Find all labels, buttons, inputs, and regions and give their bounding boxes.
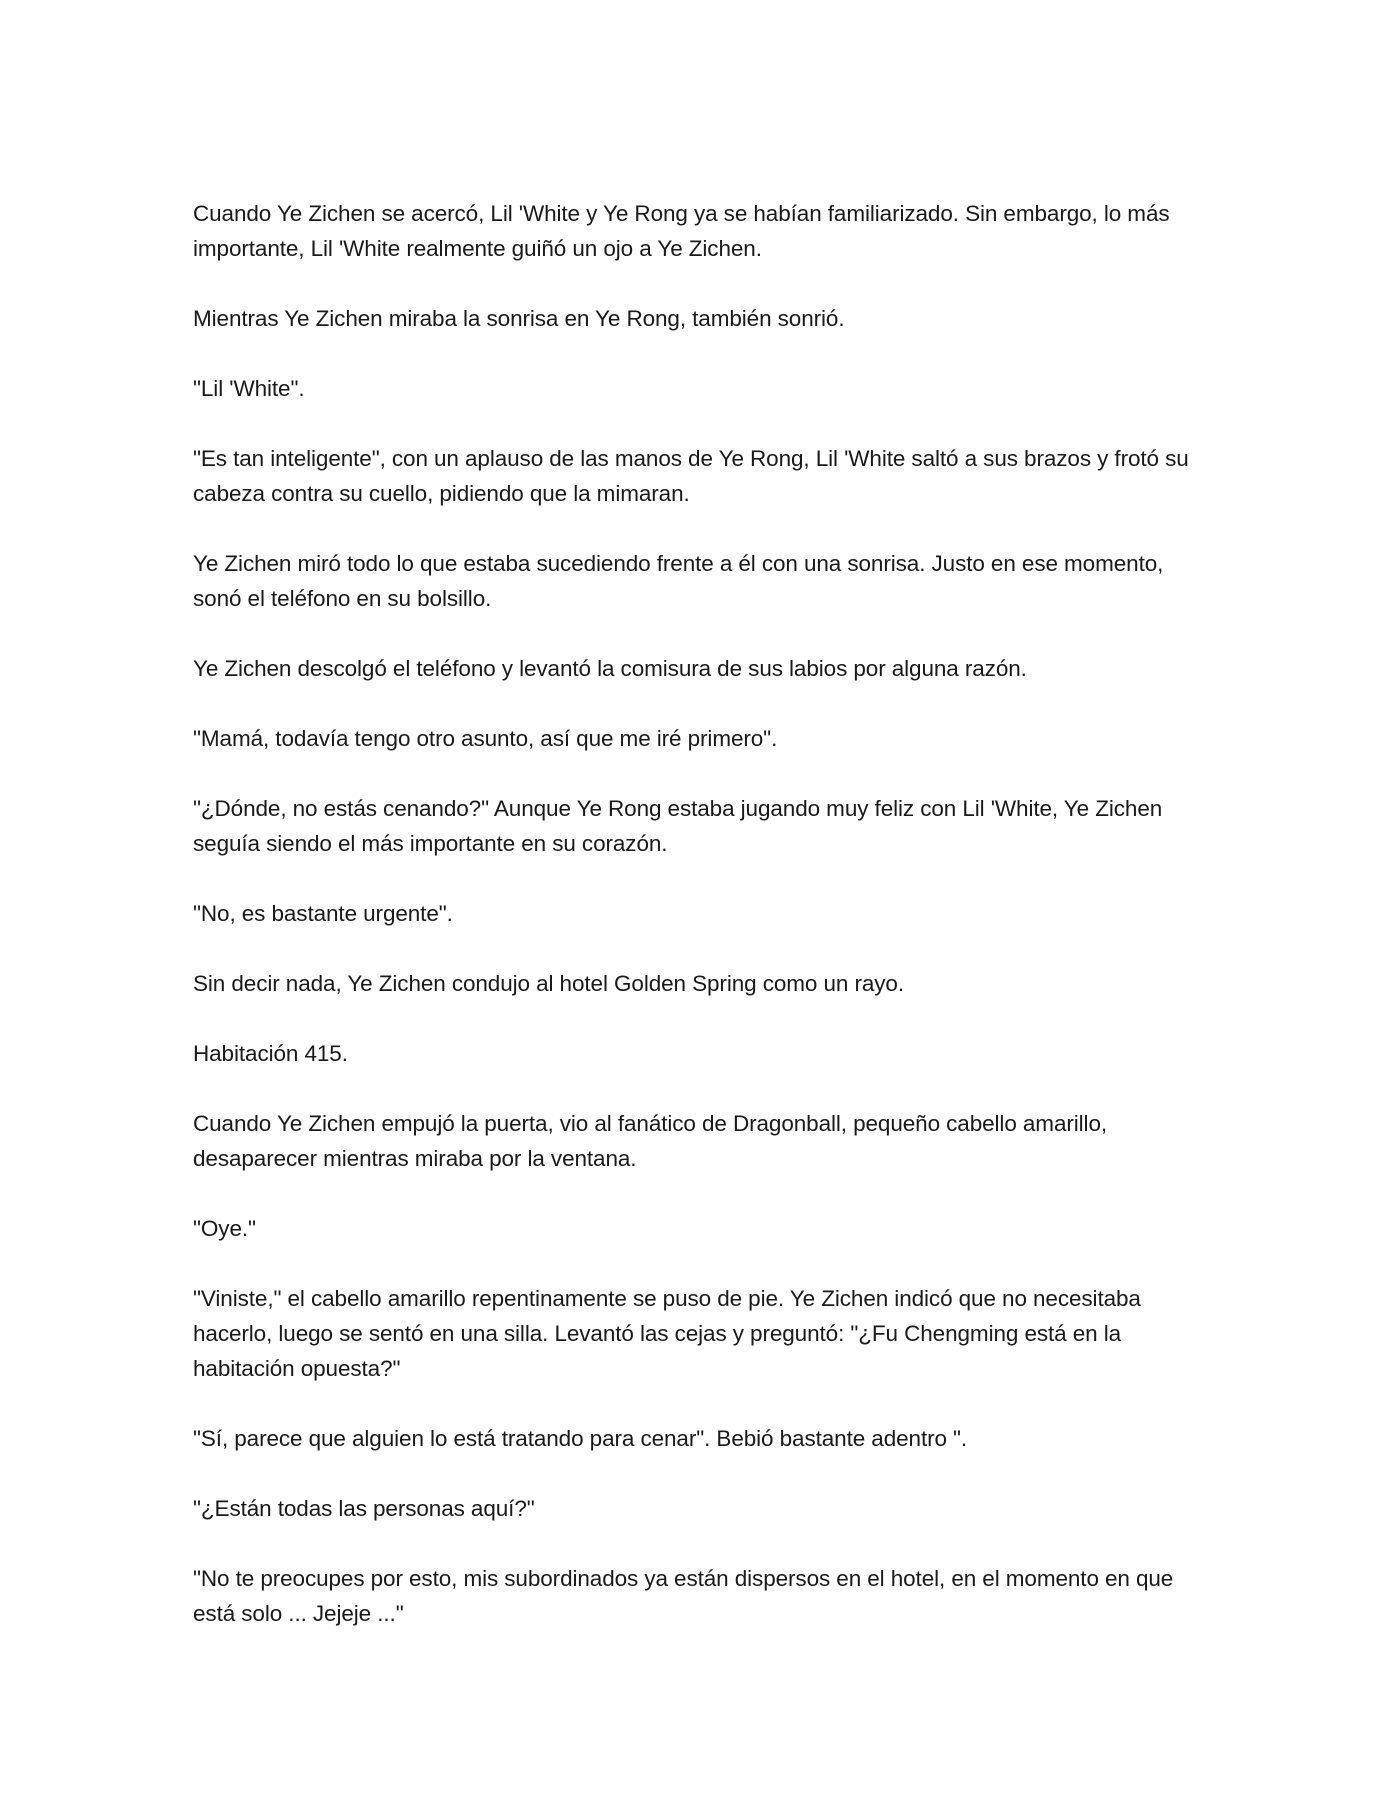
paragraph-10: Sin decir nada, Ye Zichen condujo al hotel Golden Spring como un rayo. (193, 971, 904, 996)
paragraph-3: "Lil 'White". (193, 376, 305, 401)
paragraph-12: Cuando Ye Zichen empujó la puerta, vio al fanático de Dragonball, pequeño cabello amarillo, desaparecer mientras miraba por la ventana. (193, 1111, 1108, 1171)
paragraph-13: "Oye." (193, 1216, 256, 1241)
paragraph-8: "¿Dónde, no estás cenando?" Aunque Ye Rong estaba jugando muy feliz con Lil 'White, Ye Zichen seguía siendo el más importante en su corazón. (193, 796, 1163, 856)
paragraph-6: Ye Zichen descolgó el teléfono y levantó la comisura de sus labios por alguna razón. (193, 656, 1027, 681)
document-body (193, 196, 1208, 1666)
paragraph-15: "Sí, parece que alguien lo está tratando para cenar". Bebió bastante adentro ". (193, 1426, 968, 1451)
paragraph-9: "No, es bastante urgente". (193, 901, 453, 926)
paragraph-4: "Es tan inteligente", con un aplauso de las manos de Ye Rong, Lil 'White saltó a sus brazos y frotó su cabeza contra su cuello, pidiendo que la mimaran. (193, 446, 1189, 506)
paragraph-2: Mientras Ye Zichen miraba la sonrisa en Ye Rong, también sonrió. (193, 306, 845, 331)
paragraph-16: "¿Están todas las personas aquí?" (193, 1496, 535, 1521)
paragraph-5: Ye Zichen miró todo lo que estaba sucediendo frente a él con una sonrisa. Justo en ese momento, sonó el teléfono en su bolsillo. (193, 551, 1164, 611)
paragraph-7: "Mamá, todavía tengo otro asunto, así que me iré primero". (193, 726, 778, 751)
paragraph-11: Habitación 415. (193, 1041, 348, 1066)
paragraph-14: "Viniste," el cabello amarillo repentinamente se puso de pie. Ye Zichen indicó que no necesitaba hacerlo, luego se sentó en una silla. Levantó las cejas y preguntó: "¿Fu Chengming está en la habitación opuesta?" (193, 1286, 1141, 1381)
paragraph-17: "No te preocupes por esto, mis subordinados ya están dispersos en el hotel, en el momento en que está solo ... Jejeje ..." (193, 1566, 1174, 1626)
paragraph-1: Cuando Ye Zichen se acercó, Lil 'White y Ye Rong ya se habían familiarizado. Sin embargo, lo más importante, Lil 'White realmente guiñó un ojo a Ye Zichen. (193, 201, 1170, 261)
